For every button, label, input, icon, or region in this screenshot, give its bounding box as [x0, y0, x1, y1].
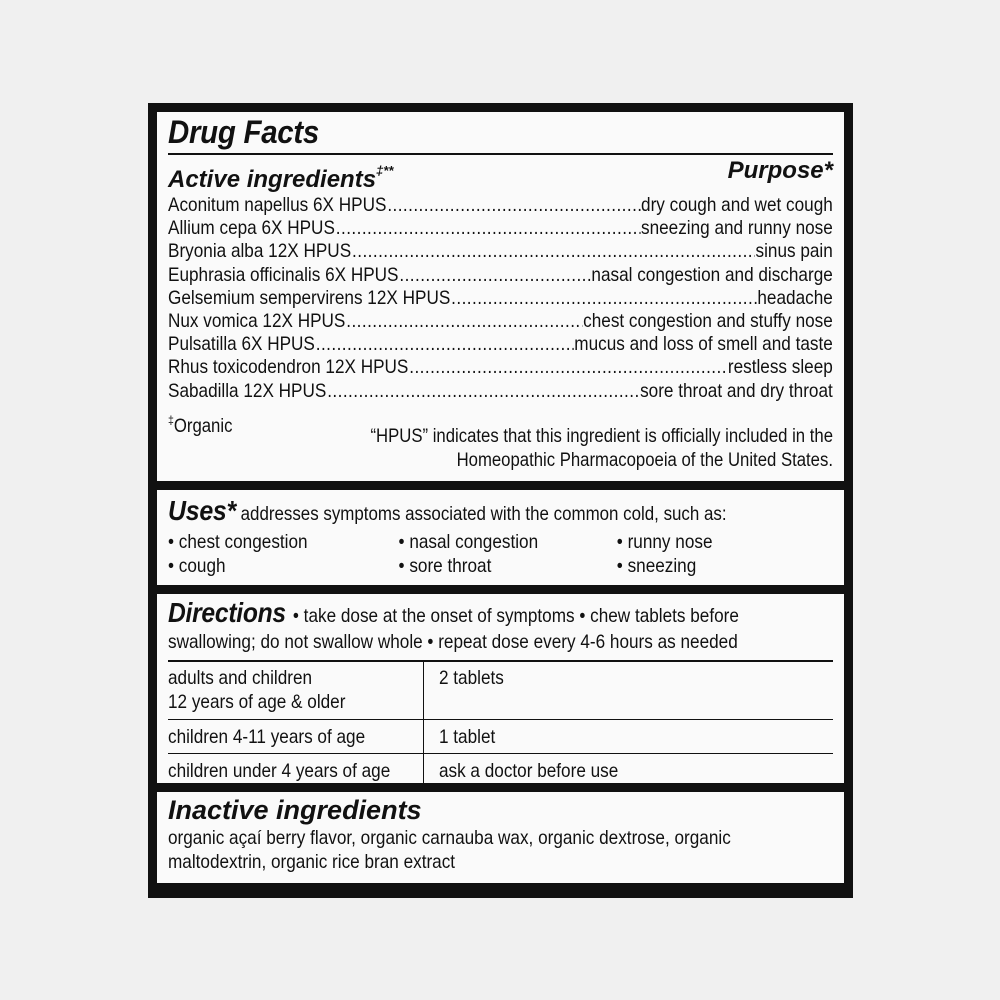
dosage-row — [168, 662, 833, 720]
dosage-age-text: children 4-11 years of age — [168, 726, 366, 748]
uses-item: • chest congestion — [168, 530, 399, 554]
ingredient-row — [168, 380, 833, 403]
active-heading-marks: ‡** — [376, 163, 394, 178]
inactive-ingredients-panel — [157, 792, 844, 883]
ingredient-row — [168, 194, 833, 217]
purpose-heading: Purpose* — [727, 157, 833, 184]
active-ingredients-heading: Active ingredients‡** — [168, 163, 394, 193]
dosage-amount: ask a doctor before use — [438, 760, 619, 782]
ingredient-row — [168, 356, 833, 379]
uses-intro — [168, 494, 831, 532]
uses-item: • cough — [168, 554, 399, 578]
hpus-note-line: Homeopathic Pharmacopoeia of the United States. — [456, 450, 833, 471]
ingredient-row — [168, 264, 833, 287]
directions-panel — [157, 594, 844, 783]
ingredient-name: Euphrasia officinalis 6X HPUS — [168, 263, 399, 286]
dot-leader — [387, 194, 640, 217]
ingredient-row — [168, 217, 833, 240]
uses-heading: Uses* — [168, 495, 236, 526]
uses-item: • runny nose — [617, 530, 749, 554]
uses-list — [168, 530, 753, 578]
directions-text — [168, 598, 835, 655]
dot-leader — [327, 380, 639, 403]
dosage-row — [168, 720, 833, 754]
ingredient-name: Allium cepa 6X HPUS — [168, 217, 335, 240]
drug-facts-title: Drug Facts — [168, 114, 320, 150]
ingredient-purpose: mucus and loss of smell and taste — [574, 333, 833, 356]
ingredient-purpose: sneezing and runny nose — [641, 217, 833, 240]
dot-leader — [451, 287, 756, 310]
active-ingredients-panel — [157, 112, 844, 481]
ingredient-name: Rhus toxicodendron 12X HPUS — [168, 356, 409, 379]
ingredient-purpose: nasal congestion and discharge — [591, 263, 833, 286]
hpus-note — [327, 425, 833, 473]
ingredient-purpose: headache — [757, 286, 833, 309]
inactive-line: maltodextrin, organic rice bran extract — [168, 851, 456, 873]
directions-heading: Directions — [168, 597, 286, 628]
ingredient-purpose: dry cough and wet cough — [641, 194, 833, 216]
ingredient-purpose: sinus pain — [755, 240, 833, 263]
uses-item: • sore throat — [399, 554, 617, 578]
ingredient-row — [168, 310, 833, 333]
ingredient-name: Gelsemium sempervirens 12X HPUS — [168, 286, 451, 309]
ingredient-name: Aconitum napellus 6X HPUS — [168, 194, 387, 216]
dot-leader — [336, 217, 640, 240]
organic-mark: ‡ — [168, 412, 174, 427]
title-divider — [168, 153, 833, 155]
dosage-amount: 1 tablet — [438, 726, 496, 748]
ingredient-name: Pulsatilla 6X HPUS — [168, 333, 315, 356]
uses-text: addresses symptoms associated with the common cold, such as: — [240, 504, 727, 525]
ingredient-name: Sabadilla 12X HPUS — [168, 379, 327, 402]
ingredient-purpose: restless sleep — [727, 356, 833, 379]
dosage-age-text: children under 4 years of age — [168, 760, 391, 782]
inactive-ingredients-text — [168, 826, 835, 874]
ingredient-name: Bryonia alba 12X HPUS — [168, 240, 352, 263]
dosage-age-text: adults and children 12 years of age & older — [168, 667, 346, 713]
ingredient-row — [168, 333, 833, 356]
ingredient-list — [168, 194, 833, 403]
directions-line: • take dose at the onset of symptoms • chew tablets before — [292, 605, 739, 627]
ingredient-name: Nux vomica 12X HPUS — [168, 310, 346, 333]
ingredient-row — [168, 240, 833, 263]
dot-leader — [352, 240, 755, 263]
organic-footnote: ‡Organic — [168, 412, 233, 437]
drug-facts-label — [148, 103, 853, 898]
dosage-table — [168, 660, 833, 783]
dot-leader — [409, 356, 727, 379]
active-ingredients-header — [168, 156, 833, 194]
dosage-age-cell — [168, 754, 424, 783]
dot-leader — [399, 264, 590, 287]
ingredient-purpose: chest congestion and stuffy nose — [583, 310, 833, 333]
uses-panel — [157, 490, 844, 585]
ingredient-row — [168, 287, 833, 310]
dosage-amount: 2 tablets — [438, 667, 504, 689]
inactive-ingredients-heading: Inactive ingredients — [168, 795, 422, 825]
dot-leader — [346, 310, 582, 333]
inactive-line: organic açaí berry flavor, organic carnauba wax, organic dextrose, organic — [168, 827, 731, 849]
dot-leader — [316, 333, 574, 356]
uses-item: • nasal congestion — [399, 530, 617, 554]
dosage-row — [168, 754, 833, 783]
uses-item: • sneezing — [617, 554, 749, 578]
dosage-age-cell — [168, 662, 424, 719]
directions-line: swallowing; do not swallow whole • repeat dose every 4-6 hours as needed — [168, 631, 738, 653]
dosage-age-cell — [168, 720, 424, 753]
hpus-note-line: “HPUS” indicates that this ingredient is officially included in the — [370, 426, 833, 447]
ingredient-purpose: sore throat and dry throat — [640, 379, 833, 402]
